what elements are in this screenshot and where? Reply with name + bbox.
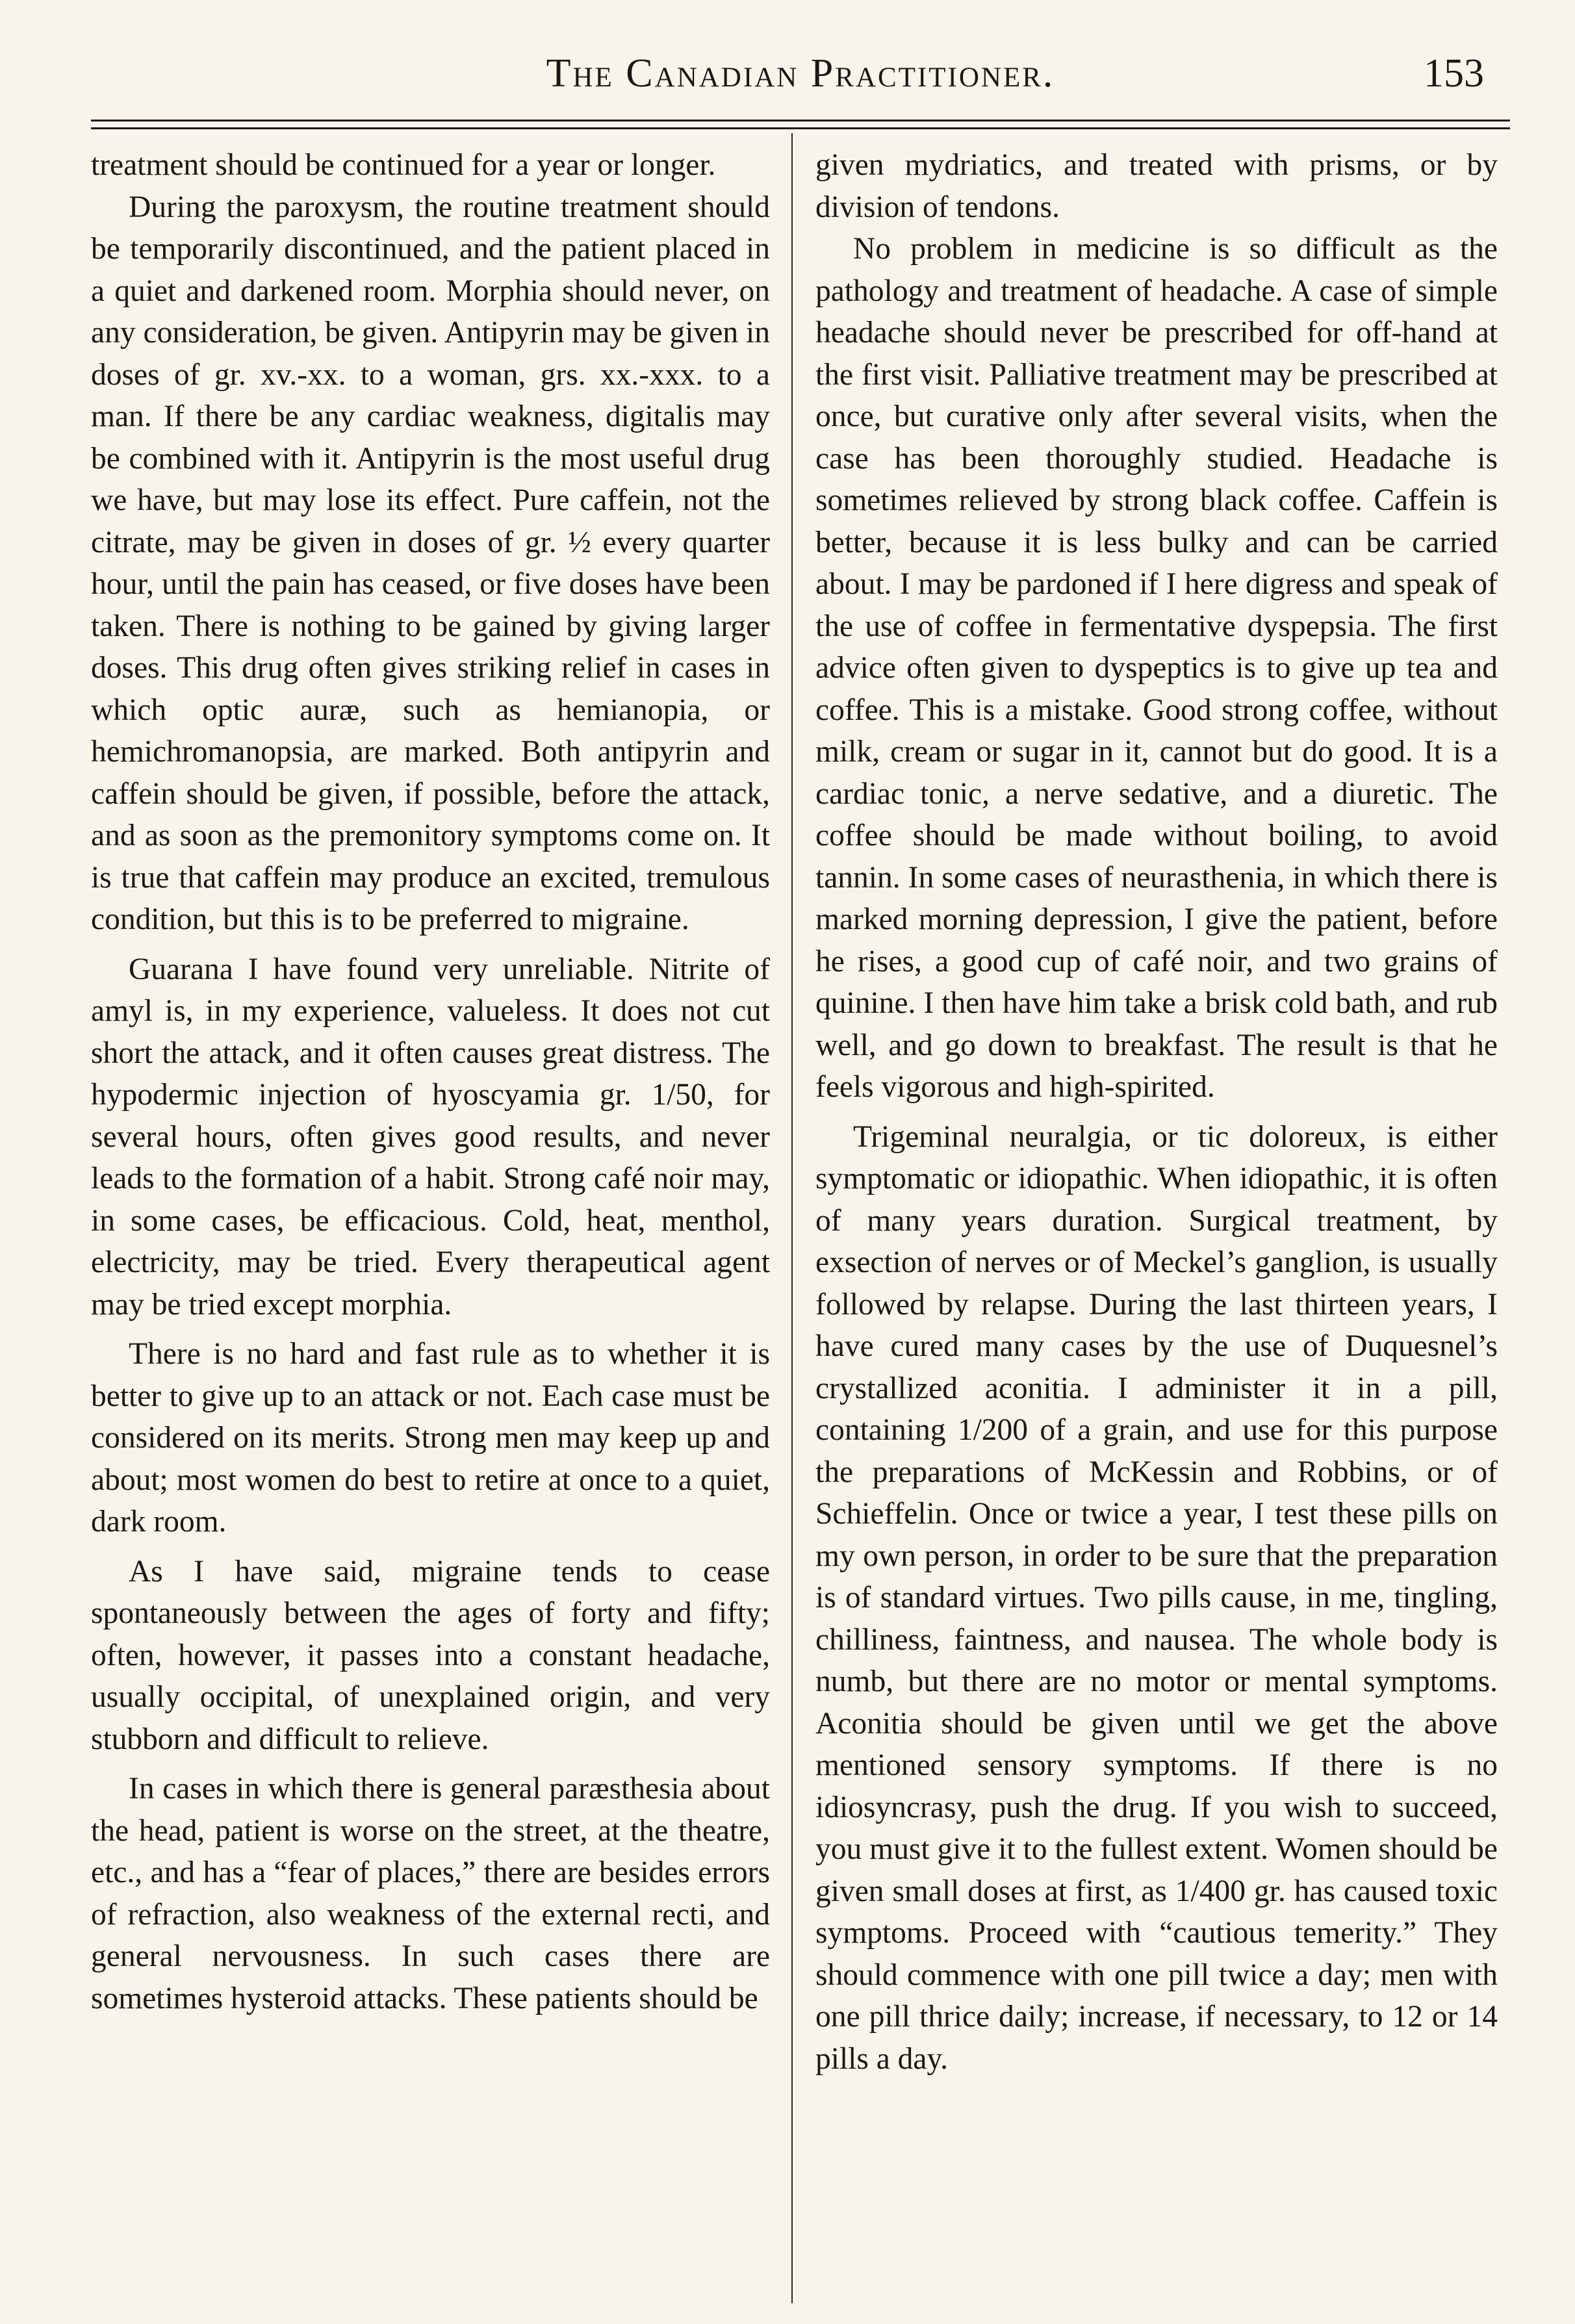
paragraph: Guarana I have found very unreliable. Nitrite of amyl is, in my experience, valueless. It does not cut short the attack, and it often causes great distress. The hypodermic injection of hyoscyamia gr. 1/50, for several hours, often gives good results, and never leads to the formation of a habit. Strong café noir may, in some cases, be efficacious. Cold, heat, menthol, electricity, may be tried. Every therapeutical agent may be tried except morphia.	[91, 952, 770, 1322]
header-rule-top	[91, 120, 1510, 121]
paragraph: There is no hard and fast rule as to whether it is better to give up to an attack or not. Each case must be considered on its merits. Strong men may keep up and about; most women do best to retire at once to a quiet, dark room.	[91, 1337, 770, 1539]
paragraph: Trigeminal neuralgia, or tic doloreux, is either symptomatic or idiopathic. When idiopathic, it is often of many years duration. Surgical treatment, by exsection of nerves or of Meckel’s ganglion, is usually followed by relapse. During the last thirteen years, I have cured many cases by the use of Duquesnel’s crystallized aconitia. I administer it in a pill, containing 1/200 of a grain, and use for this purpose the preparations of McKessin and Robbins, or of Schieffelin. Once or twice a year, I test these pills on my own person, in order to be sure that the preparation is of standard virtues. Two pills cause, in me, tingling, chilliness, faintness, and nausea. The whole body is numb, but there are no motor or mental symptoms. Aconitia should be given until we get the above mentioned sensory symptoms. If there is no idiosyncrasy, push the drug. If you wish to succeed, you must give it to the fullest extent. Women should be given small doses at first, as 1/400 gr. has caused toxic symptoms. Proceed with “cautious temerity.” They should commence with one pill twice a day; men with one pill thrice daily; increase, if necessary, to 12 or 14 pills a day.	[815, 1119, 1498, 2076]
paragraph: In cases in which there is general paræsthesia about the head, patient is worse on the street, at the theatre, etc., and has a “fear of places,” there are besides errors of refraction, also weakness of the external recti, and general nervousness. In such cases there are sometimes hysteroid attacks. These patients should be	[91, 1772, 770, 2015]
left-column	[91, 144, 770, 2019]
paragraph: given mydriatics, and treated with prisms, or by division of tendons.	[815, 148, 1498, 224]
paragraph: treatment should be continued for a year or longer.	[91, 148, 716, 182]
right-column	[815, 144, 1498, 2080]
running-title: The Canadian Practitioner.	[546, 51, 1055, 96]
paragraph: As I have said, migraine tends to cease spontaneously between the ages of forty and fifty; often, however, it passes into a constant headache, usually occipital, of unexplained origin, and very stubborn and difficult to relieve.	[91, 1554, 770, 1756]
page-number: 153	[1424, 51, 1484, 96]
paragraph: No problem in medicine is so difficult as the pathology and treatment of headache. A case of simple headache should never be prescribed for off-hand at the first visit. Palliative treatment may be prescribed at once, but curative only after several visits, when the case has been thoroughly studied. Headache is sometimes relieved by strong black coffee. Caffein is better, because it is less bulky and can be carried about. I may be pardoned if I here digress and speak of the use of coffee in fermentative dyspepsia. The first advice often given to dyspeptics is to give up tea and coffee. This is a mistake. Good strong coffee, without milk, cream or sugar in it, cannot but do good. It is a cardiac tonic, a nerve sedative, and a diuretic. The coffee should be made without boiling, to avoid tannin. In some cases of neurasthenia, in which there is marked morning depression, I give the patient, before he rises, a good cup of café noir, and two grains of quinine. I then have him take a brisk cold bath, and rub well, and go down to breakfast. The result is that he feels vigorous and high-spirited.	[815, 232, 1498, 1104]
header-rule-bottom	[91, 127, 1510, 129]
column-divider	[791, 133, 793, 2303]
page-header	[91, 44, 1510, 116]
paragraph: During the paroxysm, the routine treatment should be temporarily discontinued, and the patient placed in a quiet and darkened room. Morphia should never, on any consideration, be given. Antipyrin may be given in doses of gr. xv.-xx. to a woman, grs. xx.-xxx. to a man. If there be any cardiac weakness, digitalis may be combined with it. Antipyrin is the most useful drug we have, but may lose its effect. Pure caffein, not the citrate, may be given in doses of gr. ½ every quarter hour, until the pain has ceased, or five doses have been taken. There is nothing to be gained by giving larger doses. This drug often gives striking relief in cases in which optic auræ, such as hemianopia, or hemichromanopsia, are marked. Both antipyrin and caffein should be given, if possible, before the attack, and as soon as the premonitory symptoms come on. It is true that caffein may produce an excited, tremulous condition, but this is to be preferred to migraine.	[91, 190, 770, 936]
